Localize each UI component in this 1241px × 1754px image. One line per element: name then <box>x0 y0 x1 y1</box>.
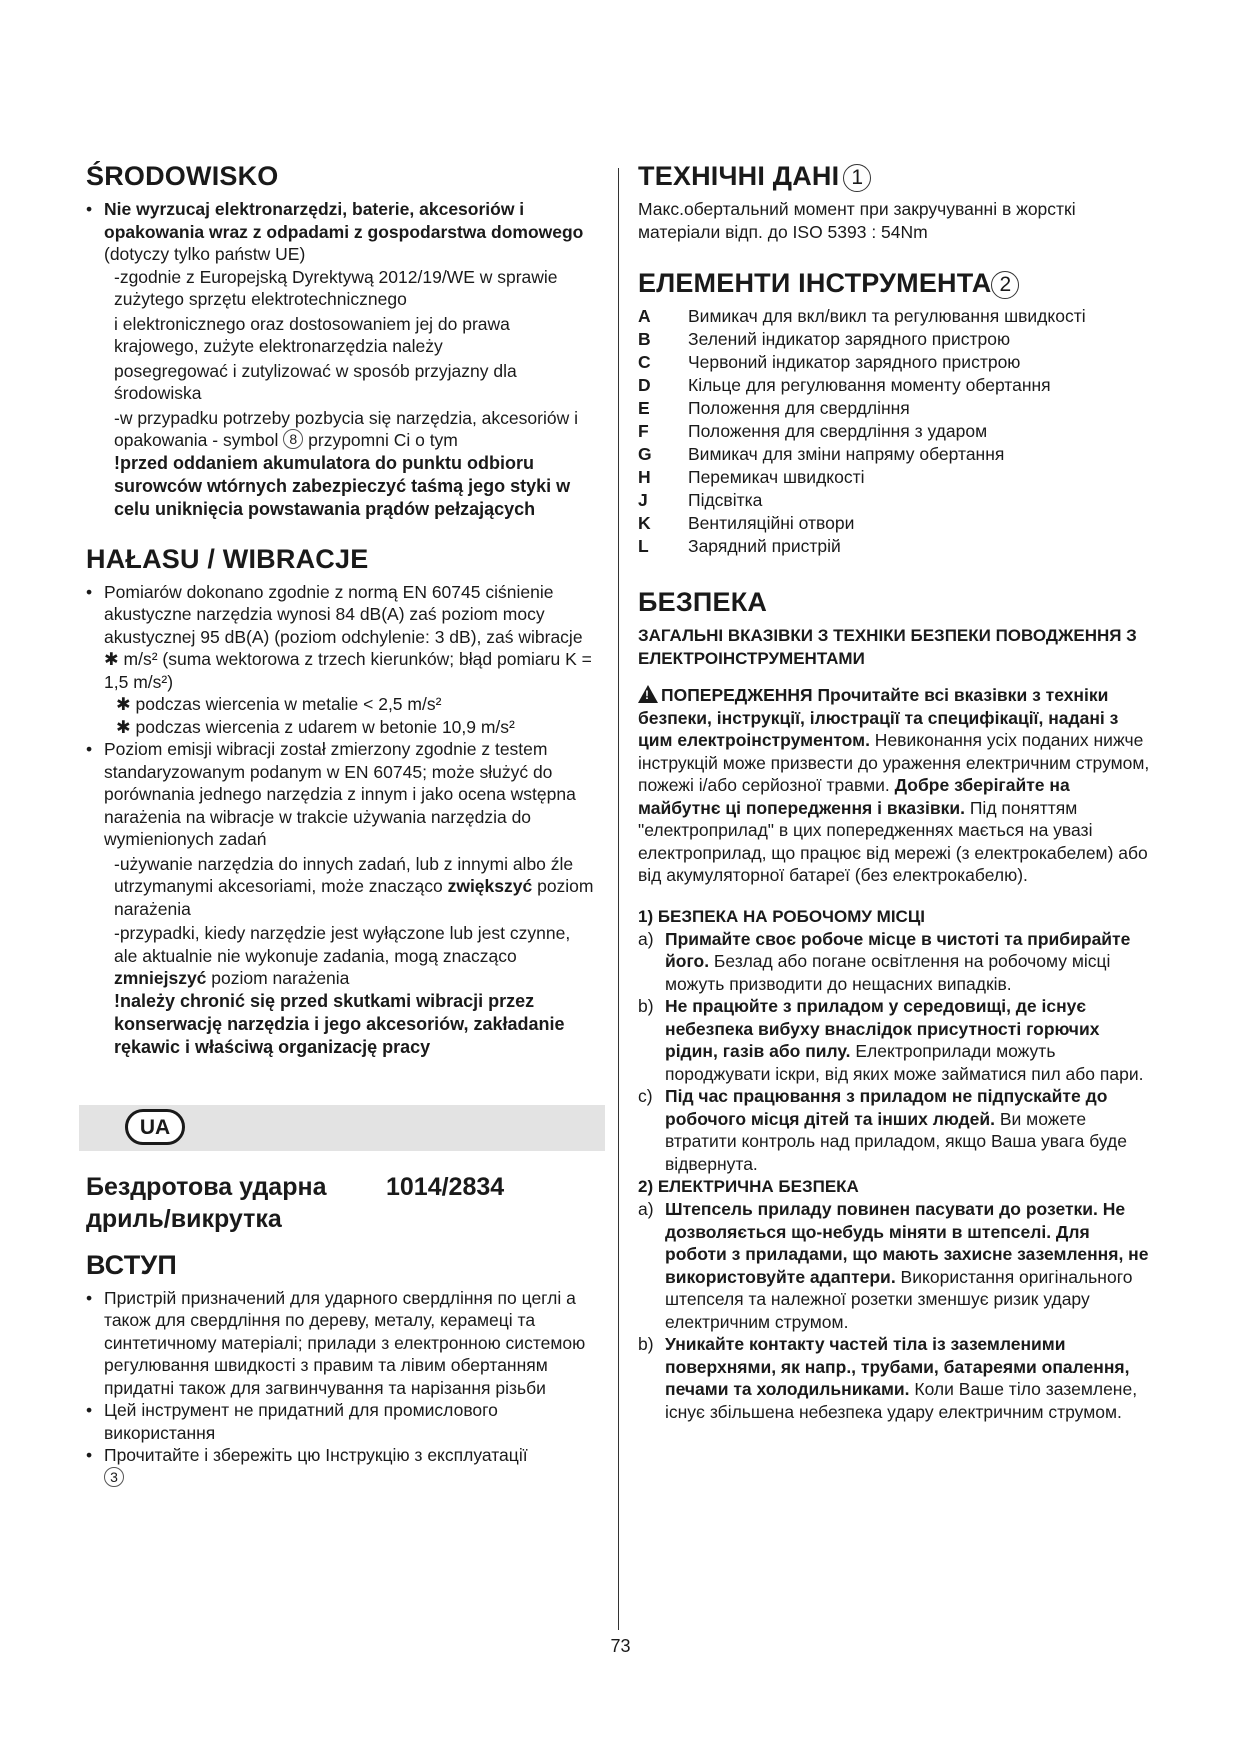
legend-key: E <box>638 398 650 418</box>
safety-1c <box>638 1085 1150 1175</box>
noise-concrete: ✱ podczas wiercenia z udarem w betonie 10,9 m/s² <box>116 716 515 737</box>
legend-value: Перемикач швидкості <box>688 467 865 487</box>
elements-title-text: ЕЛЕМЕНТИ ІНСТРУМЕНТА <box>638 268 992 298</box>
safety-1b-marker: b) <box>638 996 654 1016</box>
safety-warning <box>638 684 1150 887</box>
safety-1c-marker: c) <box>638 1086 653 1106</box>
safety-1a-marker: a) <box>638 928 654 949</box>
noise-bullet-2: • Poziom emisji wibracji został zmierzony zgodnie z testem standaryzowanym podanym w EN 60745; może służyć do porównania jednego narzędzia z innym i jako ocena wstępna narażenia na wibracje w trakcie używania narzędzia do wymienionych zadań <box>86 738 598 851</box>
legend-key: F <box>638 421 649 441</box>
legend-value: Підсвітка <box>688 490 763 510</box>
legend-item <box>638 305 1150 328</box>
environment-line-1: -zgodnie z Europejską Dyrektywą 2012/19/WE w sprawie zużytego sprzętu elektrotechnicznego <box>114 266 558 309</box>
section-title-safety: БЕЗПЕКА <box>638 587 768 617</box>
safety-1a-bold: Примайте своє робоче місце в чистоті та прибирайте його. <box>665 928 1131 971</box>
intro-bullet-1: • Пристрій призначений для ударного свердління по цеглі а також для свердління по дереву, металу, керамеці та синтетичному матеріалі; прилади з електронною системою регулювання швидкості з правим та лівим обертанням придатні також для загвинчування та нарізання різьби <box>86 1287 598 1400</box>
safety-warning-bold: ПОПЕРЕДЖЕННЯ Прочитайте всі вказівки з техніки безпеки, інструкції, ілюстрації та специфікації, надані з цим електроінструментом. <box>638 685 1119 750</box>
safety-2a <box>638 1198 1150 1333</box>
intro-bullet-2: • Цей інструмент не придатний для промислового використання <box>86 1399 598 1444</box>
figure-8-icon: 8 <box>283 429 303 449</box>
intro-bullet-3 <box>86 1444 598 1489</box>
intro-bullet-3-text: Прочитайте і збережіть цю Інструкцію з експлуатації <box>104 1445 528 1465</box>
left-column <box>86 160 598 1489</box>
safety-1b-text: Електроприлади можуть породжувати іскри, від яких може займатися пил або пари. <box>665 1041 1144 1084</box>
environment-bullet <box>86 198 598 266</box>
environment-line-4 <box>86 407 598 452</box>
warning-icon: ! <box>638 685 658 703</box>
noise-item-1c: poziom narażenia <box>114 876 594 919</box>
safety-1a <box>638 928 1150 996</box>
noise-item-1 <box>86 853 598 921</box>
section-title-environment: ŚRODOWISKO <box>86 161 279 191</box>
safety-warning-bold-2: Добре зберігайте на майбутнє ці попередження і вказівки. <box>638 775 1070 818</box>
safety-1a-text: Безлад або погане освітлення на робочому місці можуть призводити до нещасних випадків. <box>665 951 1111 994</box>
safety-1b <box>638 995 1150 1085</box>
legend-key: G <box>638 444 652 464</box>
safety-section-1-title: 1) БЕЗПЕКА НА РОБОЧОМУ МІСЦІ <box>638 906 925 926</box>
figure-3-icon: 3 <box>104 1467 124 1487</box>
environment-bullet-bold: Nie wyrzucaj elektronarzędzi, baterie, akcesoriów i opakowania wraz z odpadami z gospodarstwa domowego <box>104 199 584 242</box>
safety-2b <box>638 1333 1150 1423</box>
noise-metal: ✱ podczas wiercenia w metalie < 2,5 m/s² <box>116 694 442 714</box>
legend-key: J <box>638 490 648 510</box>
environment-warning: !przed oddaniem akumulatora do punktu odbioru surowców wtórnych zabezpieczyć taśmą jego styki w celu uniknięcia powstawania prądów pełzających <box>114 452 571 519</box>
legend-item <box>638 351 1150 374</box>
environment-line-4b: przypomni Ci o tym <box>303 430 458 450</box>
legend-value: Положення для свердління <box>688 398 910 418</box>
legend-value: Червоний індикатор зарядного пристрою <box>688 352 1021 372</box>
legend-item <box>638 512 1150 535</box>
tech-text: Макс.обертальний момент при закручуванні в жорсткі матеріали відп. до ISO 5393 : 54Nm <box>638 199 1076 242</box>
safety-warning-text-2: Під поняттям "електроприлад" в цих попередженнях мається на увазі електроприлад, що працює від мережі (з електрокабелем) або від акумуляторної батареї (без електрокабелю). <box>638 797 1148 885</box>
environment-line-2: i elektronicznego oraz dostosowaniem jej do prawa krajowego, zużyte elektronarzędzia należy <box>114 313 510 356</box>
legend-value: Положення для свердління з ударом <box>688 421 988 441</box>
language-bar <box>79 1105 605 1151</box>
safety-2b-bold: Уникайте контакту частей тіла із заземленими поверхнями, як напр., трубами, батареями опалення, печами та холодильниками. <box>665 1334 1130 1399</box>
legend-value: Зарядний пристрій <box>688 536 841 556</box>
safety-warning-text-1: Невиконання усіх поданих нижче інструкцій може призвести до ураження електричним струмом, пожежі і/або серйозної травми. <box>638 730 1150 795</box>
right-column <box>638 160 1150 1423</box>
noise-item-2 <box>86 922 598 990</box>
section-title-elements <box>638 267 1150 299</box>
legend-item <box>638 535 1150 558</box>
safety-2a-marker: a) <box>638 1199 654 1219</box>
noise-warning: !należy chronić się przed skutkami wibracji przez konserwację narzędzia i jego akcesoriów, zakładanie rękawic i właściwą organizację pracy <box>114 990 565 1057</box>
column-divider <box>618 168 619 1630</box>
noise-item-1b: zwiększyć <box>447 876 533 896</box>
safety-subtitle: ЗАГАЛЬНІ ВКАЗІВКИ З ТЕХНІКИ БЕЗПЕКИ ПОВОДЖЕННЯ З ЕЛЕКТРОІНСТРУМЕНТАМИ <box>638 626 1137 668</box>
safety-1c-text: Ви можете втратити контроль над приладом, якщо Ваша увага буде відвернута. <box>665 1108 1127 1174</box>
product-title: Бездротова ударна дриль/викрутка <box>86 1172 327 1233</box>
noise-item-2a: -przypadki, kiedy narzędzie jest wyłączone lub jest czynne, ale aktualnie nie wykonuje zadania, mogą znacząco <box>114 923 571 966</box>
legend-item <box>638 489 1150 512</box>
legend-key: A <box>638 306 651 326</box>
legend-key: L <box>638 536 649 556</box>
safety-1b-bold: Не працюйте з приладом у середовищі, де існує небезпека вибуху внаслідок присутності горючих рідин, газів або пилу. <box>665 996 1100 1061</box>
environment-line-3: posegregować i zutylizować w sposób przyjazny dla środowiska <box>114 360 517 403</box>
legend-key: C <box>638 352 651 372</box>
elements-legend <box>638 305 1150 558</box>
noise-item-1a: -używanie narzędzia do innych zadań, lub z innymi albo źle utrzymanymi akcesoriami, może znacząco <box>114 853 574 896</box>
legend-key: D <box>638 375 651 395</box>
safety-section-2-title: 2) ЕЛЕКТРИЧНА БЕЗПЕКА <box>638 1177 859 1196</box>
legend-item <box>638 397 1150 420</box>
page-number: 73 <box>610 1636 631 1656</box>
legend-value: Кільце для регулювання моменту обертання <box>688 375 1051 395</box>
legend-item <box>638 420 1150 443</box>
product-code: 1014/2834 <box>386 1172 505 1201</box>
legend-value: Вентиляційні отвори <box>688 513 855 533</box>
noise-item-2c: poziom narażenia <box>206 968 350 988</box>
section-title-noise: HAŁASU / WIBRACJE <box>86 543 369 574</box>
legend-value: Вимикач для вкл/викл та регулювання швидкості <box>688 306 1086 326</box>
product-heading <box>86 1171 598 1235</box>
legend-value: Зелений індикатор зарядного пристрою <box>688 329 1011 349</box>
safety-2a-text: Використання оригінального штепселя та належної розетки зменшує ризик удару електричним струмом. <box>665 1266 1133 1332</box>
environment-bullet-rest: (dotyczy tylko państw UE) <box>104 244 306 264</box>
legend-item <box>638 328 1150 351</box>
noise-item-2b: zmniejszyć <box>114 968 207 988</box>
safety-2a-bold: Штепсель приладу повинен пасувати до розетки. Не дозволяється що-небудь міняти в штепселі. Для роботи з приладами, що мають захисне заземлення, не використовуйте адаптери. <box>665 1199 1149 1287</box>
figure-1-icon: 1 <box>843 164 871 192</box>
environment-line-4a: -w przypadku potrzeby pozbycia się narzędzia, akcesoriów i opakowania - symbol <box>114 407 578 450</box>
legend-key: K <box>638 513 651 533</box>
safety-1c-bold: Під час працювання з приладом не підпускайте до робочого місця дітей та інших людей. <box>665 1086 1108 1129</box>
section-title-tech <box>638 160 1150 192</box>
ua-badge: UA <box>125 1109 185 1145</box>
legend-value: Вимикач для зміни напряму обертання <box>688 444 1005 464</box>
legend-item <box>638 374 1150 397</box>
legend-key: H <box>638 467 651 487</box>
safety-2b-marker: b) <box>638 1334 654 1354</box>
section-title-intro: ВСТУП <box>86 1249 177 1280</box>
legend-item <box>638 443 1150 466</box>
tech-title-text: ТЕХНІЧНІ ДАНІ <box>638 161 840 191</box>
legend-key: B <box>638 329 651 349</box>
legend-item <box>638 466 1150 489</box>
noise-bullet-1: • Pomiarów dokonano zgodnie z normą EN 60745 ciśnienie akustyczne narzędzia wynosi 84 dB(A) zaś poziom mocy akustycznej 95 dB(A) (poziom odchylenie: 3 dB), zaś wibracje ✱ m/s² (suma wektorowa z trzech kierunków; błąd pomiaru K = 1,5 m/s²) <box>86 581 598 694</box>
figure-2-icon: 2 <box>991 271 1019 299</box>
safety-2b-text: Коли Ваше тіло заземлене, існує збільшена небезпека удару електричним струмом. <box>665 1379 1138 1422</box>
